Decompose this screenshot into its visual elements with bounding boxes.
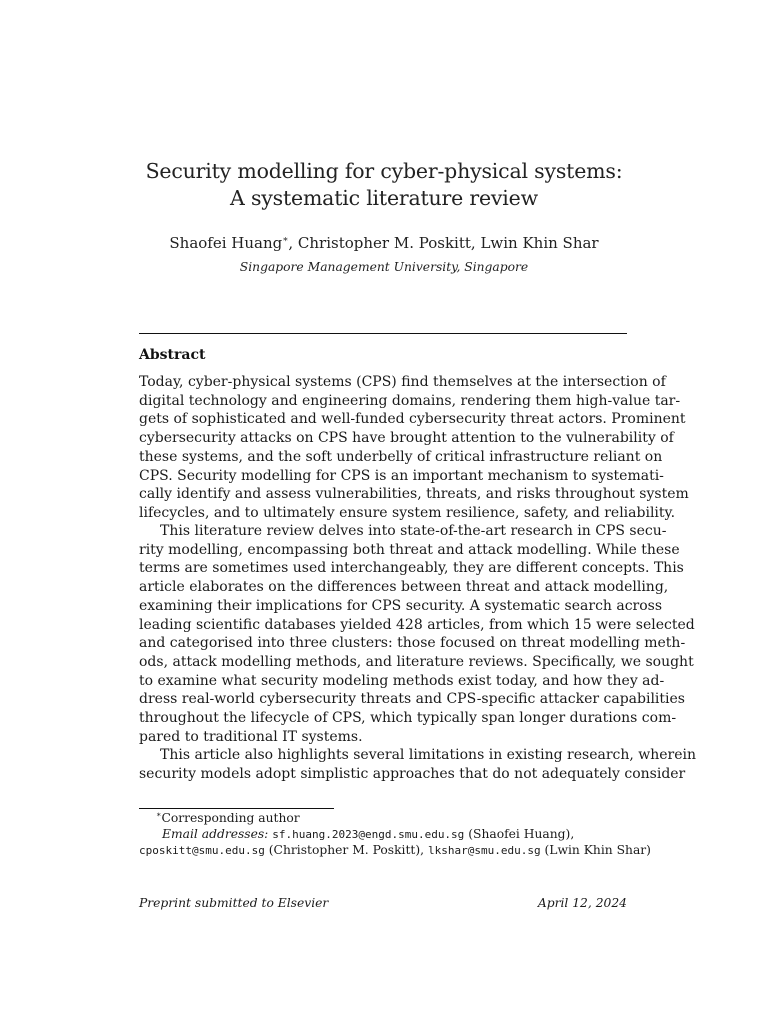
footnote-mark: ∗ <box>156 809 162 819</box>
footnote-rule <box>139 808 334 809</box>
email-label: Email addresses: <box>162 827 269 841</box>
text-line: This literature review delves into state-of-the-art research in CPS secu- <box>160 523 667 539</box>
author-name: Shaofei Huang <box>169 234 283 252</box>
text-line: gets of sophisticated and well-funded cybersecurity threat actors. Prominent <box>139 411 686 428</box>
text-line: and categorised into three clusters: those focused on threat modelling meth- <box>139 635 686 652</box>
text-line: rity modelling, encompassing both threat and attack modelling. While these <box>139 541 680 558</box>
preprint-notice: Preprint submitted to Elsevier <box>139 896 329 910</box>
text-line: leading scientific databases yielded 428 articles, from which 15 were selected <box>139 616 695 633</box>
text-line: Today, cyber-physical systems (CPS) find themselves at the intersection of <box>139 374 666 390</box>
text-line: lifecycles, and to ultimately ensure system resilience, safety, and reliability. <box>139 504 676 521</box>
affiliation: Singapore Management University, Singapore <box>239 260 529 274</box>
abstract-paragraph-1 <box>139 373 689 523</box>
footnote-corresponding <box>156 810 300 826</box>
text-line: cally identify and assess vulnerabilities, threats, and risks throughout system <box>139 486 689 503</box>
paper-title-line-2: A systematic literature review <box>230 186 538 210</box>
author-names-rest: , Christopher M. Poskitt, Lwin Khin Shar <box>288 234 599 252</box>
text-line: article elaborates on the differences between threat and attack modelling, <box>139 579 669 596</box>
preprint-date: April 12, 2024 <box>537 896 627 910</box>
abstract-paragraph-3 <box>139 746 697 783</box>
text-line: throughout the lifecycle of CPS, which typically span longer durations com- <box>139 710 677 727</box>
text-line: digital technology and engineering domains, rendering them high-value tar- <box>139 392 681 409</box>
abstract-top-rule <box>139 333 627 334</box>
text-line: ods, attack modelling methods, and literature reviews. Specifically, we sought <box>139 653 694 670</box>
footnote-corresponding-text: Corresponding author <box>161 811 300 825</box>
footnote-emails-line-1 <box>162 826 574 843</box>
text-line: these systems, and the soft underbelly of critical infrastructure reliant on <box>139 448 663 465</box>
abstract-paragraph-2 <box>139 522 695 746</box>
email-link[interactable]: lkshar@smu.edu.sg <box>427 844 541 857</box>
text-line: terms are sometimes used interchangeably, they are different concepts. This <box>139 560 684 577</box>
paper-title-line-1: Security modelling for cyber-physical systems: <box>145 159 623 183</box>
text-line: examining their implications for CPS security. A systematic search across <box>139 597 663 614</box>
email-link[interactable]: sf.huang.2023@engd.smu.edu.sg <box>272 828 465 841</box>
corresponding-author-mark: ∗ <box>282 235 289 245</box>
text-line: pared to traditional IT systems. <box>139 728 363 745</box>
email-owner: (Lwin Khin Shar) <box>540 843 651 857</box>
text-line: CPS. Security modelling for CPS is an important mechanism to systemati- <box>139 467 664 484</box>
email-owner: (Christopher M. Poskitt), <box>264 843 428 857</box>
text-line: security models adopt simplistic approaches that do not adequately consider <box>139 765 686 782</box>
text-line: dress real-world cybersecurity threats and CPS-specific attacker capabilities <box>139 691 685 708</box>
abstract-heading: Abstract <box>139 347 206 363</box>
text-line: cybersecurity attacks on CPS have brought attention to the vulnerability of <box>139 430 674 447</box>
author-list <box>0 233 768 253</box>
email-owner: (Shaofei Huang), <box>464 827 575 841</box>
text-line: This article also highlights several limitations in existing research, wherein <box>160 747 697 763</box>
text-line: to examine what security modeling methods exist today, and how they ad- <box>139 672 665 689</box>
footnote-emails-line-2 <box>139 842 651 859</box>
email-link[interactable]: cposkitt@smu.edu.sg <box>139 844 265 857</box>
